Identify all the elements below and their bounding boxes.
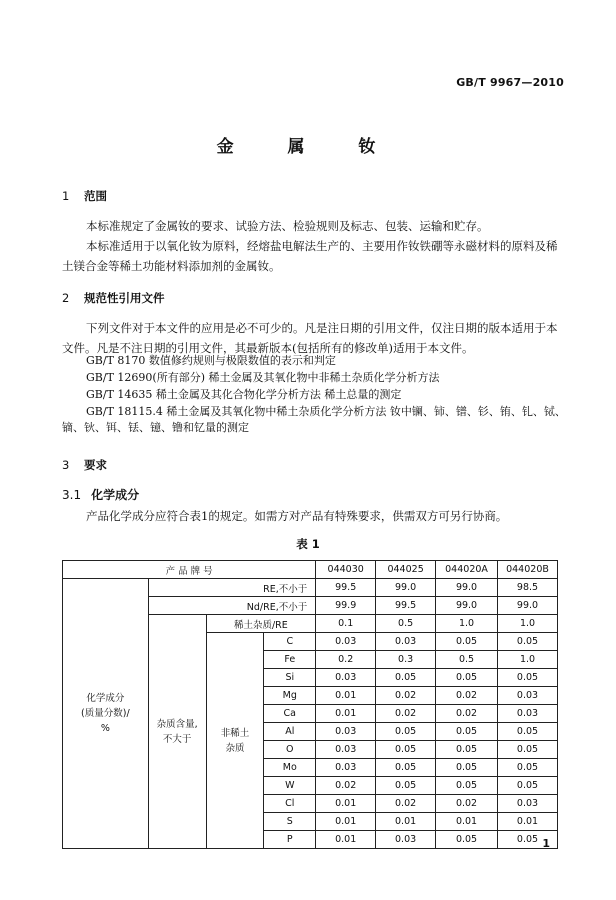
value-cell: 0.01 — [316, 831, 376, 849]
chemical-composition-label — [63, 579, 149, 849]
label-line: 杂质含量, — [156, 718, 198, 730]
reference-item: GB/T 14635 稀土金属及其化合物化学分析方法 稀土总量的测定 — [86, 388, 402, 401]
section-title: 要求 — [84, 458, 107, 472]
value-cell: 0.03 — [316, 741, 376, 759]
page-number: 1 — [542, 837, 550, 850]
value-cell: 0.02 — [436, 687, 498, 705]
non-rare-earth-impurity-label — [206, 633, 264, 849]
value-cell: 0.1 — [316, 615, 376, 633]
value-cell: 1.0 — [498, 651, 558, 669]
value-cell: 0.05 — [376, 759, 436, 777]
value-cell: 99.0 — [498, 597, 558, 615]
section-3-heading — [62, 457, 107, 473]
scope-paragraph-1: 本标准规定了金属钕的要求、试验方法、检验规则及标志、包装、运输和贮存。 — [86, 219, 489, 233]
value-cell: 0.03 — [376, 831, 436, 849]
value-cell: 0.01 — [316, 795, 376, 813]
subsection-3-1-heading — [62, 486, 139, 503]
value-cell: 0.05 — [436, 741, 498, 759]
nd-re-label: Nd/RE,不小于 — [148, 597, 316, 615]
references-paragraph: 下列文件对于本文件的应用是必不可少的。凡是注日期的引用文件，仅注日期的版本适用于本文件。凡是不注日期的引用文件，其最新版本(包括所有的修改单)适用于本文件。 — [62, 321, 558, 355]
label-line: (质量分数)/ — [81, 708, 130, 719]
element-cell: Mg — [264, 687, 316, 705]
impurity-content-label — [148, 615, 206, 849]
reference-item: GB/T 12690(所有部分) 稀土金属及其氧化物中非稀土杂质化学分析方法 — [86, 371, 440, 384]
value-cell: 1.0 — [498, 615, 558, 633]
subsection-number: 3.1 — [62, 488, 82, 502]
element-cell: Si — [264, 669, 316, 687]
element-cell: S — [264, 813, 316, 831]
grade-cell: 044020B — [498, 561, 558, 579]
value-cell: 0.05 — [498, 633, 558, 651]
value-cell: 99.0 — [436, 579, 498, 597]
value-cell: 0.03 — [316, 723, 376, 741]
element-cell: Mo — [264, 759, 316, 777]
value-cell: 0.03 — [316, 633, 376, 651]
grade-header-cell: 产 品 牌 号 — [63, 561, 316, 579]
section-number: 2 — [62, 291, 70, 305]
table-row — [63, 579, 558, 597]
value-cell: 0.05 — [436, 669, 498, 687]
table-row — [63, 561, 558, 579]
grade-cell: 044020A — [436, 561, 498, 579]
value-cell: 0.02 — [436, 795, 498, 813]
section-title: 规范性引用文件 — [84, 291, 165, 305]
element-cell: W — [264, 777, 316, 795]
chemical-composition-table — [62, 560, 558, 849]
value-cell: 0.03 — [316, 669, 376, 687]
value-cell: 0.5 — [436, 651, 498, 669]
value-cell: 0.02 — [436, 705, 498, 723]
element-cell: Cl — [264, 795, 316, 813]
value-cell: 0.05 — [436, 777, 498, 795]
document-title: 金 属 钕 — [216, 137, 400, 157]
value-cell: 99.0 — [436, 597, 498, 615]
element-cell: O — [264, 741, 316, 759]
value-cell: 0.05 — [498, 759, 558, 777]
value-cell: 99.0 — [376, 579, 436, 597]
table-caption: 表 1 — [296, 537, 320, 551]
value-cell: 0.03 — [498, 687, 558, 705]
re-label: RE,不小于 — [148, 579, 316, 597]
value-cell: 0.02 — [316, 777, 376, 795]
value-cell: 0.05 — [498, 723, 558, 741]
label-line: % — [100, 723, 110, 734]
value-cell: 0.01 — [316, 705, 376, 723]
section-number: 1 — [62, 189, 70, 203]
value-cell: 0.05 — [376, 777, 436, 795]
label-line: 化学成分 — [86, 693, 125, 704]
value-cell: 98.5 — [498, 579, 558, 597]
value-cell: 0.05 — [498, 777, 558, 795]
value-cell: 99.9 — [316, 597, 376, 615]
value-cell: 0.02 — [376, 795, 436, 813]
label-line: 非稀土 — [220, 727, 250, 739]
value-cell: 0.05 — [436, 633, 498, 651]
value-cell: 0.05 — [498, 669, 558, 687]
value-cell: 0.02 — [376, 705, 436, 723]
value-cell: 0.01 — [498, 813, 558, 831]
value-cell: 0.05 — [436, 759, 498, 777]
value-cell: 0.05 — [376, 741, 436, 759]
value-cell: 0.05 — [436, 831, 498, 849]
section-2-heading — [62, 290, 165, 306]
element-cell: C — [264, 633, 316, 651]
value-cell: 99.5 — [376, 597, 436, 615]
value-cell: 0.3 — [376, 651, 436, 669]
section-title: 范围 — [84, 189, 107, 203]
subsection-title: 化学成分 — [91, 488, 140, 502]
section-1-heading — [62, 188, 107, 204]
element-cell: Al — [264, 723, 316, 741]
reference-item: GB/T 8170 数值修约规则与极限数值的表示和判定 — [86, 354, 336, 367]
value-cell: 0.01 — [316, 687, 376, 705]
value-cell: 0.05 — [376, 669, 436, 687]
label-line: 不大于 — [162, 733, 192, 745]
value-cell: 0.03 — [316, 759, 376, 777]
value-cell: 0.03 — [376, 633, 436, 651]
value-cell: 0.05 — [498, 741, 558, 759]
value-cell: 0.03 — [498, 795, 558, 813]
chemical-composition-paragraph: 产品化学成分应符合表1的规定。如需方对产品有特殊要求，供需双方可另行协商。 — [86, 509, 508, 523]
grade-cell: 044025 — [376, 561, 436, 579]
value-cell: 0.02 — [376, 687, 436, 705]
section-number: 3 — [62, 458, 70, 472]
element-cell: Ca — [264, 705, 316, 723]
value-cell: 0.2 — [316, 651, 376, 669]
label-line: 杂质 — [225, 742, 245, 754]
value-cell: 0.05 — [376, 723, 436, 741]
value-cell: 0.01 — [316, 813, 376, 831]
rare-earth-impurity-label: 稀土杂质/RE — [206, 615, 316, 633]
reference-item: GB/T 18115.4 稀土金属及其氧化物中稀土杂质化学分析方法 钕中镧、铈、镨、钐、铕、钆、铽、镝、钬、铒、铥、镱、镥和钇量的测定 — [62, 405, 566, 434]
standard-code: GB/T 9967—2010 — [456, 76, 564, 89]
value-cell: 0.03 — [498, 705, 558, 723]
value-cell: 0.05 — [498, 831, 558, 849]
grade-cell: 044030 — [316, 561, 376, 579]
element-cell: P — [264, 831, 316, 849]
element-cell: Fe — [264, 651, 316, 669]
value-cell: 0.05 — [436, 723, 498, 741]
value-cell: 0.01 — [436, 813, 498, 831]
scope-paragraph-2: 本标准适用于以氧化钕为原料，经熔盐电解法生产的、主要用作钕铁硼等永磁材料的原料及稀土镁合金等稀土功能材料添加剂的金属钕。 — [62, 239, 558, 273]
value-cell: 0.5 — [376, 615, 436, 633]
value-cell: 0.01 — [376, 813, 436, 831]
value-cell: 99.5 — [316, 579, 376, 597]
value-cell: 1.0 — [436, 615, 498, 633]
